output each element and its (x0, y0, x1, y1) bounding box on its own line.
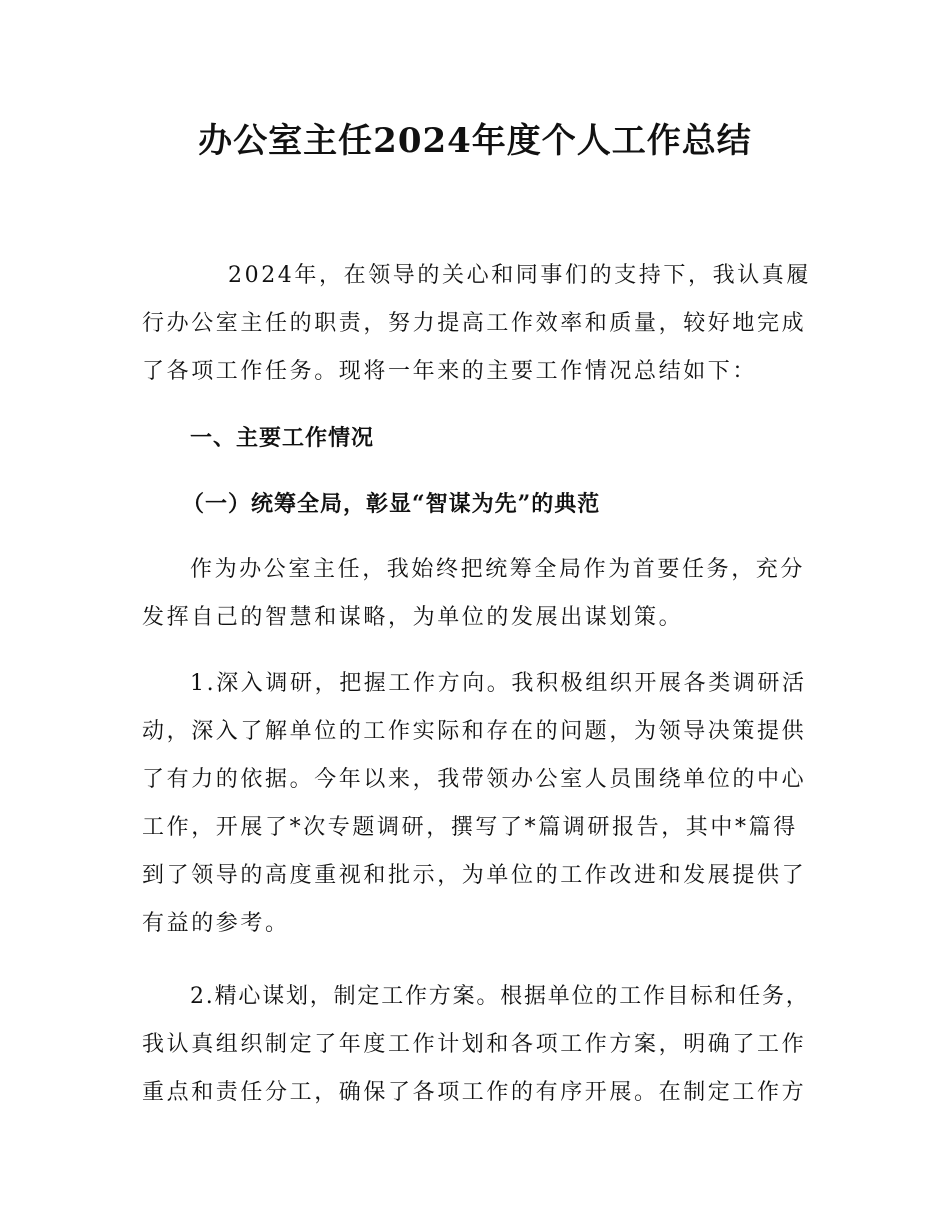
subsection-heading-overall-planning: （一）统筹全局，彰显“智谋为先”的典范 (182, 491, 601, 517)
item2-line-1: 2.精心谋划，制定工作方案。根据单位的工作目标和任务， (190, 984, 810, 1009)
item1-line-4: 工作，开展了*次专题调研，撰写了*篇调研报告，其中*篇得 (142, 815, 798, 840)
item1-line-2: 动，深入了解单位的工作实际和存在的问题，为领导决策提供 (142, 719, 807, 744)
intro-line-3: 了各项工作任务。现将一年来的主要工作情况总结如下： (142, 359, 758, 384)
item2-line-2: 我认真组织制定了年度工作计划和各项工作方案，明确了工作 (142, 1032, 807, 1057)
item1-line-3: 了有力的依据。今年以来，我带领办公室人员围绕单位的中心 (142, 767, 807, 792)
item2-line-3: 重点和责任分工，确保了各项工作的有序开展。在制定工作方 (142, 1080, 807, 1105)
section-heading-main-work: 一、主要工作情况 (190, 426, 375, 451)
subsection-intro-line-2: 发挥自己的智慧和谋略，为单位的发展出谋划策。 (142, 605, 684, 630)
item1-line-1: 1.深入调研，把握工作方向。我积极组织开展各类调研活 (190, 671, 807, 696)
subsection-intro-line-1: 作为办公室主任，我始终把统筹全局作为首要任务，充分 (190, 557, 806, 582)
item1-line-6: 有益的参考。 (142, 911, 290, 936)
intro-line-2: 行办公室主任的职责，努力提高工作效率和质量，较好地完成 (142, 311, 807, 336)
document-title: 办公室主任2024年度个人工作总结 (198, 121, 752, 161)
intro-line-1: 2024年，在领导的关心和同事们的支持下，我认真履 (228, 263, 811, 288)
item1-line-5: 到了领导的高度重视和批示，为单位的工作改进和发展提供了 (142, 863, 807, 888)
